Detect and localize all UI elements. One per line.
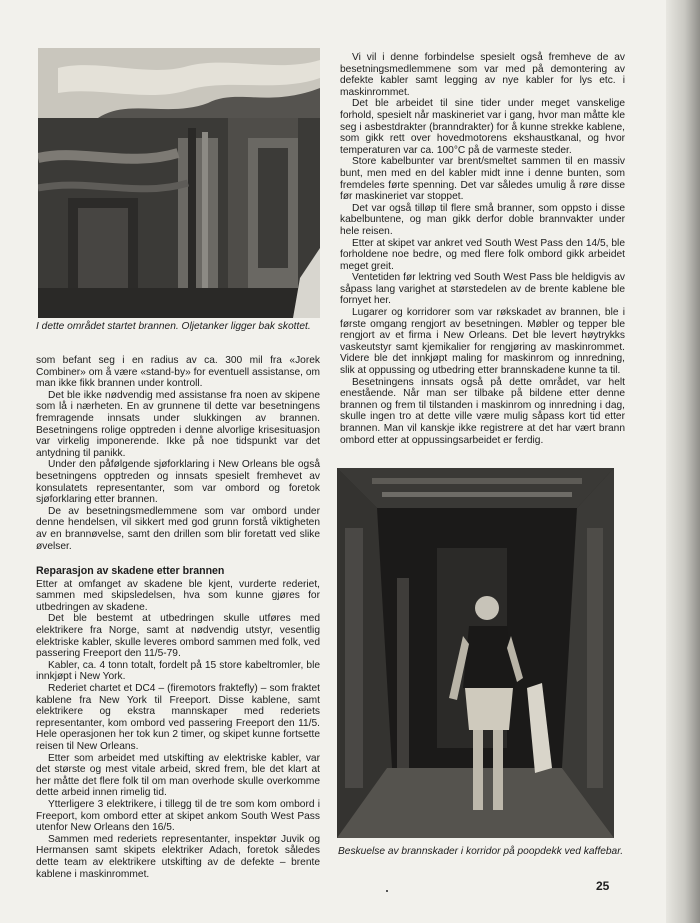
- paragraph: Ytterligere 3 elektrikere, i tillegg til de tre som kom ombord i Freeport, kom ombord etter at skipet ankom South West Pass utenfor New Orleans den 16/5.: [36, 798, 320, 834]
- paragraph: Vi vil i denne forbindelse spesielt også fremheve de av besetningsmedlemmene som var med på demontering av defekte kabler samt legging av nye kabler for lys etc. i maskinrommet.: [340, 52, 625, 98]
- print-mark: [386, 890, 388, 892]
- photo-caption-top: I dette området startet brannen. Oljetanker ligger bak skottet.: [36, 321, 311, 332]
- paragraph: Etter at skipet var ankret ved South West Pass den 14/5, ble forholdene noe bedre, og med flere folk ombord gikk arbeidet meget greit.: [340, 237, 625, 272]
- paragraph: Etter at omfanget av skadene ble kjent, vurderte rederiet, sammen med skipsledelsen, hva som kunne gjøres for utbedringen av skadene.: [36, 578, 320, 613]
- paragraph: som befant seg i en radius av ca. 300 mil fra «Jorek Combiner» om å være «stand-by» for eventuell assistanse, om man ikke fikk brannen under kontroll.: [36, 355, 320, 390]
- page-number: 25: [596, 879, 610, 893]
- paragraph: Lugarer og korridorer som var røkskadet av brannen, ble i første omgang rengjort av besetningen. Møbler og tepper ble rengjort av et firma i New Orleans. Det ble levert høytrykks vaskeutstyr samt kjemikalier for rengjøring av maskinrommet. Videre ble det innkjøpt maling for maskinrom og innredning, slik at oppussing og utbedring etter brannskadene kunne ta til.: [340, 307, 625, 377]
- paragraph: Det ble arbeidet til sine tider under meget vanskelige forhold, spesielt når maskineriet var i gang, hvor man måtte kle seg i asbestdrakter (branndrakter) for å kunne strekke kablene, som gikk rett over hovedmotorens ekshaustkanal, og hvor temperaturen var ca. 100°C på de varmeste steder.: [340, 98, 625, 156]
- left-column: [36, 355, 320, 880]
- right-column: [340, 52, 625, 446]
- engine-room-photo: [38, 48, 320, 318]
- paragraph: Kabler, ca. 4 tonn totalt, fordelt på 15 store kabeltromler, ble innkjøpt i New York.: [36, 659, 320, 683]
- paragraph: Etter som arbeidet med utskifting av elektriske kabler, var det største og mest vitale arbeid, skred frem, ble det klart at her måtte det flere folk til om man overhode skulle overkomme dette arbeid innen rimelig tid.: [36, 752, 320, 799]
- paragraph: Det var også tilløp til flere små branner, som oppsto i disse kabelbuntene, og man gikk derfor doble brannvakter under hele reisen.: [340, 202, 625, 237]
- paragraph: Under den påfølgende sjøforklaring i New Orleans ble også besetningens opptreden og innsats spesielt fremhevet av konsulatets representanter, som var ombord og foretok sjøforklaring etter brannen.: [36, 459, 320, 506]
- paragraph: Det ble bestemt at utbedringen skulle utføres med elektrikere fra Norge, samt at nødvendig utstyr, vesentlig elektriske kabler, skulle leveres ombord sammen med folk, ved passering Freeport den 11/5-79.: [36, 613, 320, 660]
- paragraph: Ventetiden før lektring ved South West Pass ble heldigvis av såpass lang varighet at størstedelen av de brente kablene ble fornyet her.: [340, 272, 625, 307]
- paragraph: Sammen med rederiets representanter, inspektør Juvik og Hermansen samt skipets elektriker Adach, foretok således dette team av elektrikere utskifting av de defekte – brente kablene i maskinrommet.: [36, 833, 320, 880]
- section-heading: Reparasjon av skadene etter brannen: [36, 565, 225, 578]
- paragraph: Besetningens innsats også på dette området, var helt enestående. Når man ser tilbake på bildene etter denne brannen og frem til tilstanden i maskinrom og innredning i dag, skulle ingen tro at dette ville være mulig såpass kort tid etter brannen. Man vil kanskje ikke registrere at det har vært brann ombord etter at oppussingsarbeidet er ferdig.: [340, 376, 625, 446]
- paragraph: De av besetningsmedlemmene som var ombord under denne hendelsen, vil sikkert med god grunn forstå viktigheten av en brannøvelse, samt den drillen som blir foretatt ved slike øvelser.: [36, 505, 320, 552]
- paragraph: Store kabelbunter var brent/smeltet sammen til en massiv bunt, men med en del kabler midt inne i denne bunten, som fremdeles førte spenning. Det var således umulig å røre disse før maskineriet var stoppet.: [340, 156, 625, 203]
- page-edge: [666, 0, 700, 923]
- photo-caption-bottom: Beskuelse av brannskader i korridor på poopdekk ved kaffebar.: [338, 846, 624, 857]
- corridor-photo: [337, 468, 614, 838]
- paragraph: Det ble ikke nødvendig med assistanse fra noen av skipene som lå i nærheten. En av grunnene til dette var besetningens fremragende innsats under slukkingen av brannen. Besetningens rolige opptreden i denne alvorlige krisesituasjon var virkelig imponerende. Ikke på noe tidspunkt var det antydning til panikk.: [36, 389, 320, 459]
- paragraph: Rederiet chartet et DC4 – (firemotors fraktefly) – som fraktet kablene fra New York til Freeport. Disse kablene, samt elektrikere og ekstra mannskaper med rederiets representanter, kom ombord ved passering Freeport den 11/5. Hele operasjonen her tok kun 2 timer, og skipet kunne fortsette reisen til New Orleans.: [36, 683, 320, 752]
